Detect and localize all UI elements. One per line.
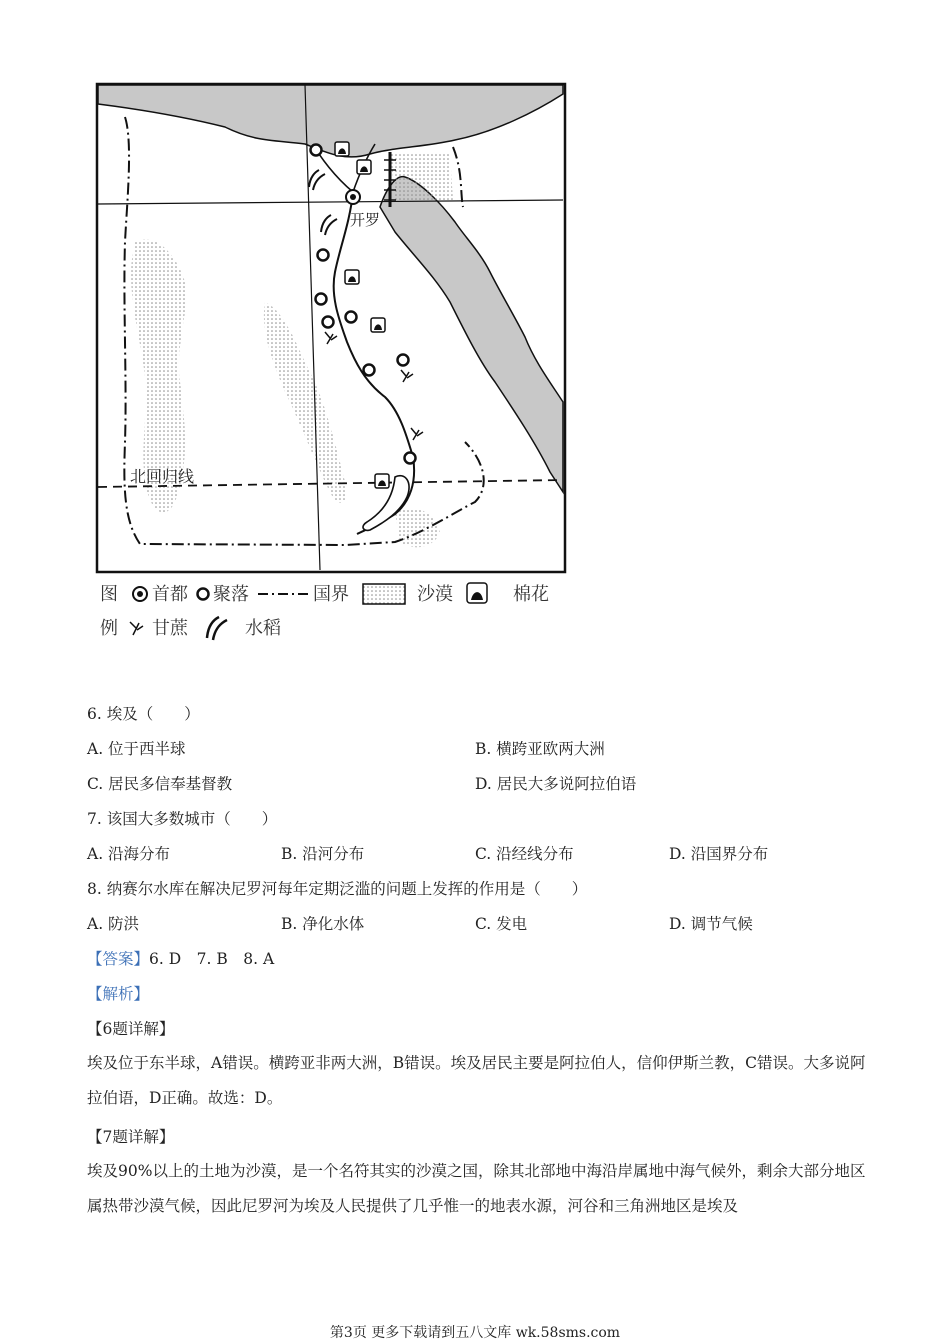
q8-option-d: D. 调节气候 (669, 915, 753, 933)
q6-option-c: C. 居民多信奉基督教 (87, 775, 233, 793)
legend-capital: 首都 (152, 584, 188, 605)
q8-option-b: B. 净化水体 (281, 915, 365, 933)
legend-sugarcane: 甘蔗 (152, 618, 188, 639)
answer-tag: 【答案】 (87, 950, 150, 968)
map-legend (100, 583, 549, 640)
egypt-map (95, 82, 570, 642)
answer-text: 6. D 7. B 8. A (149, 950, 275, 968)
q7-option-b: B. 沿河分布 (281, 845, 365, 863)
sugarcane-legend-icon (130, 622, 143, 635)
q6-option-d: D. 居民大多说阿拉伯语 (475, 775, 637, 793)
capital-legend-dot (137, 591, 143, 597)
q6-stem: 6. 埃及（ ） (87, 705, 200, 723)
detail7-heading: 【7题详解】 (87, 1128, 175, 1146)
q8-stem: 8. 纳赛尔水库在解决尼罗河每年定期泛滥的问题上发挥的作用是（ ） (87, 880, 588, 898)
legend-cotton: 棉花 (513, 584, 549, 605)
capital-label: 开罗 (350, 211, 381, 229)
q8-option-c: C. 发电 (475, 915, 528, 933)
legend-border: 国界 (313, 584, 349, 605)
q6-option-a: A. 位于西半球 (87, 740, 186, 758)
detail7-text: 埃及90%以上的土地为沙漠，是一个名符其实的沙漠之国，除其北部地中海沿岸属地中海气候外，剩余大部分地区属热带沙漠气候，因此尼罗河为埃及人民提供了几乎惟一的地表水源，河谷和三角洲地区是埃及 (87, 1162, 866, 1215)
legend-prefix-1: 图 (100, 584, 118, 605)
legend-desert: 沙漠 (417, 584, 453, 605)
legend-settlement: 聚落 (213, 584, 249, 605)
page-footer: 第3页 更多下载请到五八文库 wk.58sms.com (329, 1325, 621, 1341)
legend-rice: 水稻 (245, 618, 281, 639)
q7-option-a: A. 沿海分布 (87, 845, 171, 863)
sinai-desert (390, 152, 453, 202)
q6-option-b: B. 横跨亚欧两大洲 (475, 740, 605, 758)
answer-line (87, 949, 274, 969)
settlement-legend-icon (198, 589, 209, 600)
q7-stem: 7. 该国大多数城市（ ） (87, 810, 278, 828)
analysis-tag: 【解析】 (87, 985, 150, 1003)
q7-option-d: D. 沿国界分布 (669, 845, 769, 863)
desert-legend-icon (363, 584, 405, 604)
tropic-label: 北回归线 (130, 467, 195, 486)
legend-prefix-2: 例 (100, 618, 118, 639)
q8-option-a: A. 防洪 (87, 915, 140, 933)
map-svg (95, 82, 570, 642)
cotton-legend-icon (467, 583, 487, 603)
detail6-heading: 【6题详解】 (87, 1020, 175, 1038)
capital-cairo-marker (346, 190, 360, 204)
rice-legend-icon (207, 617, 227, 640)
detail6-text: 埃及位于东半球，A错误。横跨亚非两大洲，B错误。埃及居民主要是阿拉伯人，信仰伊斯兰教，C错误。大多说阿拉伯语，D正确。故选：D。 (87, 1054, 866, 1107)
q7-option-c: C. 沿经线分布 (475, 845, 574, 863)
